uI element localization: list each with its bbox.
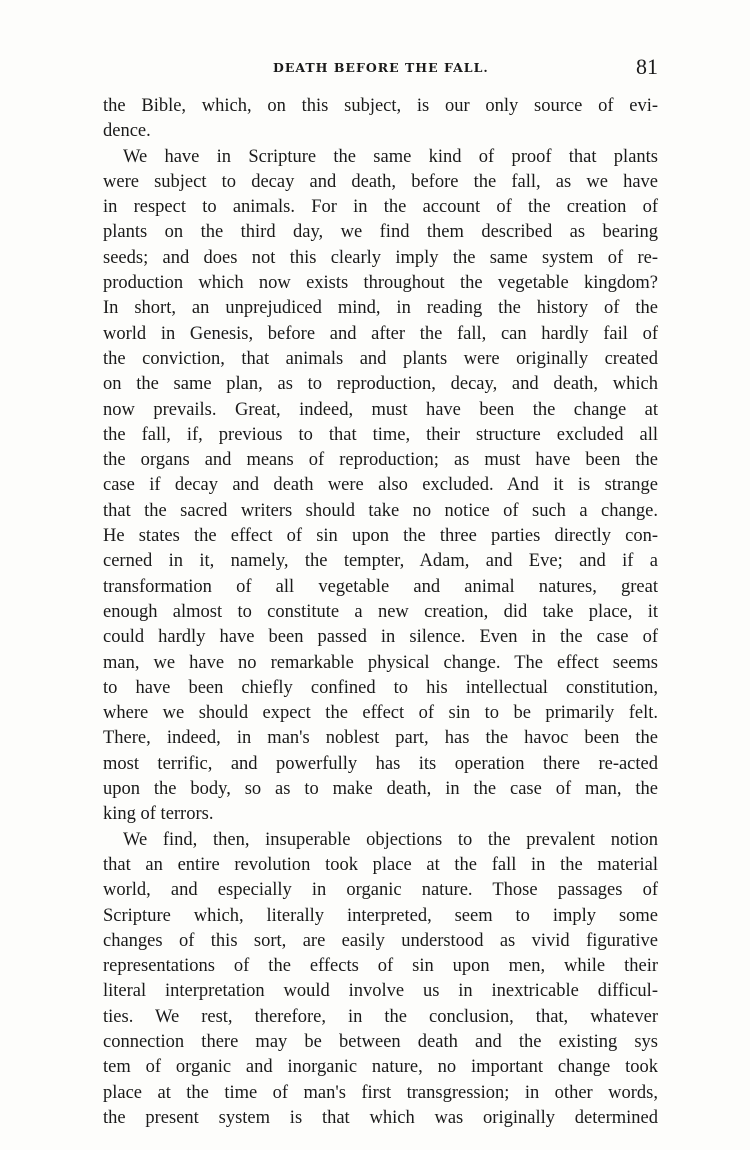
text-line: place at the time of man's first transgression; in other words, — [103, 1082, 658, 1103]
text-line: king of terrors. — [103, 804, 214, 825]
page-number: 81 — [636, 54, 658, 79]
running-head — [103, 50, 658, 90]
text-line: He states the effect of sin upon the three parties directly con- — [103, 526, 658, 547]
text-line: literal interpretation would involve us in inextricable difficul- — [103, 981, 658, 1002]
text-line: on the same plan, as to reproduction, decay, and death, which — [103, 374, 658, 395]
text-line: Scripture which, literally interpreted, seem to imply some — [103, 905, 658, 926]
text-line: plants on the third day, we find them described as bearing — [103, 222, 658, 243]
body-text — [103, 94, 658, 1131]
text-line: the present system is that which was originally determined — [103, 1107, 658, 1128]
text-line: could hardly have been passed in silence. Even in the case of — [103, 627, 658, 648]
text-line: production which now exists throughout the vegetable kingdom? — [103, 273, 658, 294]
text-line: case if decay and death were also excluded. And it is strange — [103, 475, 658, 496]
cropped-next-line — [150, 1126, 630, 1134]
text-line: changes of this sort, are easily understood as vivid figurative — [103, 930, 658, 951]
text-line: cerned in it, namely, the tempter, Adam, and Eve; and if a — [103, 551, 658, 572]
text-line: in respect to animals. For in the account of the creation of — [103, 197, 658, 218]
text-line: that an entire revolution took place at the fall in the material — [103, 854, 658, 875]
text-line: were subject to decay and death, before the fall, as we have — [103, 171, 658, 192]
text-line: enough almost to constitute a new creation, did take place, it — [103, 601, 658, 622]
text-line: the Bible, which, on this subject, is our only source of evi- — [103, 96, 658, 116]
text-line: the fall, if, previous to that time, their structure excluded all — [103, 424, 658, 445]
text-line: We have in Scripture the same kind of proof that plants — [123, 146, 658, 167]
running-head-title: DEATH BEFORE THE FALL. — [273, 60, 489, 75]
text-line: In short, an unprejudiced mind, in reading the history of the — [103, 298, 658, 319]
text-line: connection there may be between death and the existing sys — [103, 1031, 658, 1052]
text-line: where we should expect the effect of sin to be primarily felt. — [103, 703, 658, 724]
text-line: most terrific, and powerfully has its operation there re-acted — [103, 753, 658, 774]
text-line: upon the body, so as to make death, in the case of man, the — [103, 779, 658, 800]
text-line: transformation of all vegetable and animal natures, great — [103, 576, 658, 597]
text-line: We find, then, insuperable objections to the prevalent notion — [123, 829, 658, 850]
text-line: dence. — [103, 121, 151, 142]
text-line: that the sacred writers should take no notice of such a change. — [103, 500, 658, 521]
text-line: now prevails. Great, indeed, must have been the change at — [103, 399, 658, 420]
text-line: to have been chiefly confined to his intellectual constitution, — [103, 677, 658, 698]
text-line: There, indeed, in man's noblest part, has the havoc been the — [103, 728, 658, 749]
text-line: the organs and means of reproduction; as must have been the — [103, 450, 658, 471]
text-line: seeds; and does not this clearly imply the same system of re- — [103, 247, 658, 268]
text-line: the conviction, that animals and plants were originally created — [103, 348, 658, 369]
text-line: man, we have no remarkable physical change. The effect seems — [103, 652, 658, 673]
text-line: representations of the effects of sin upon men, while their — [103, 956, 658, 977]
text-line: world, and especially in organic nature. Those passages of — [103, 880, 658, 901]
text-line: ties. We rest, therefore, in the conclusion, that, whatever — [103, 1006, 658, 1027]
text-line: world in Genesis, before and after the fall, can hardly fail of — [103, 323, 658, 344]
text-line: tem of organic and inorganic nature, no important change took — [103, 1057, 658, 1078]
